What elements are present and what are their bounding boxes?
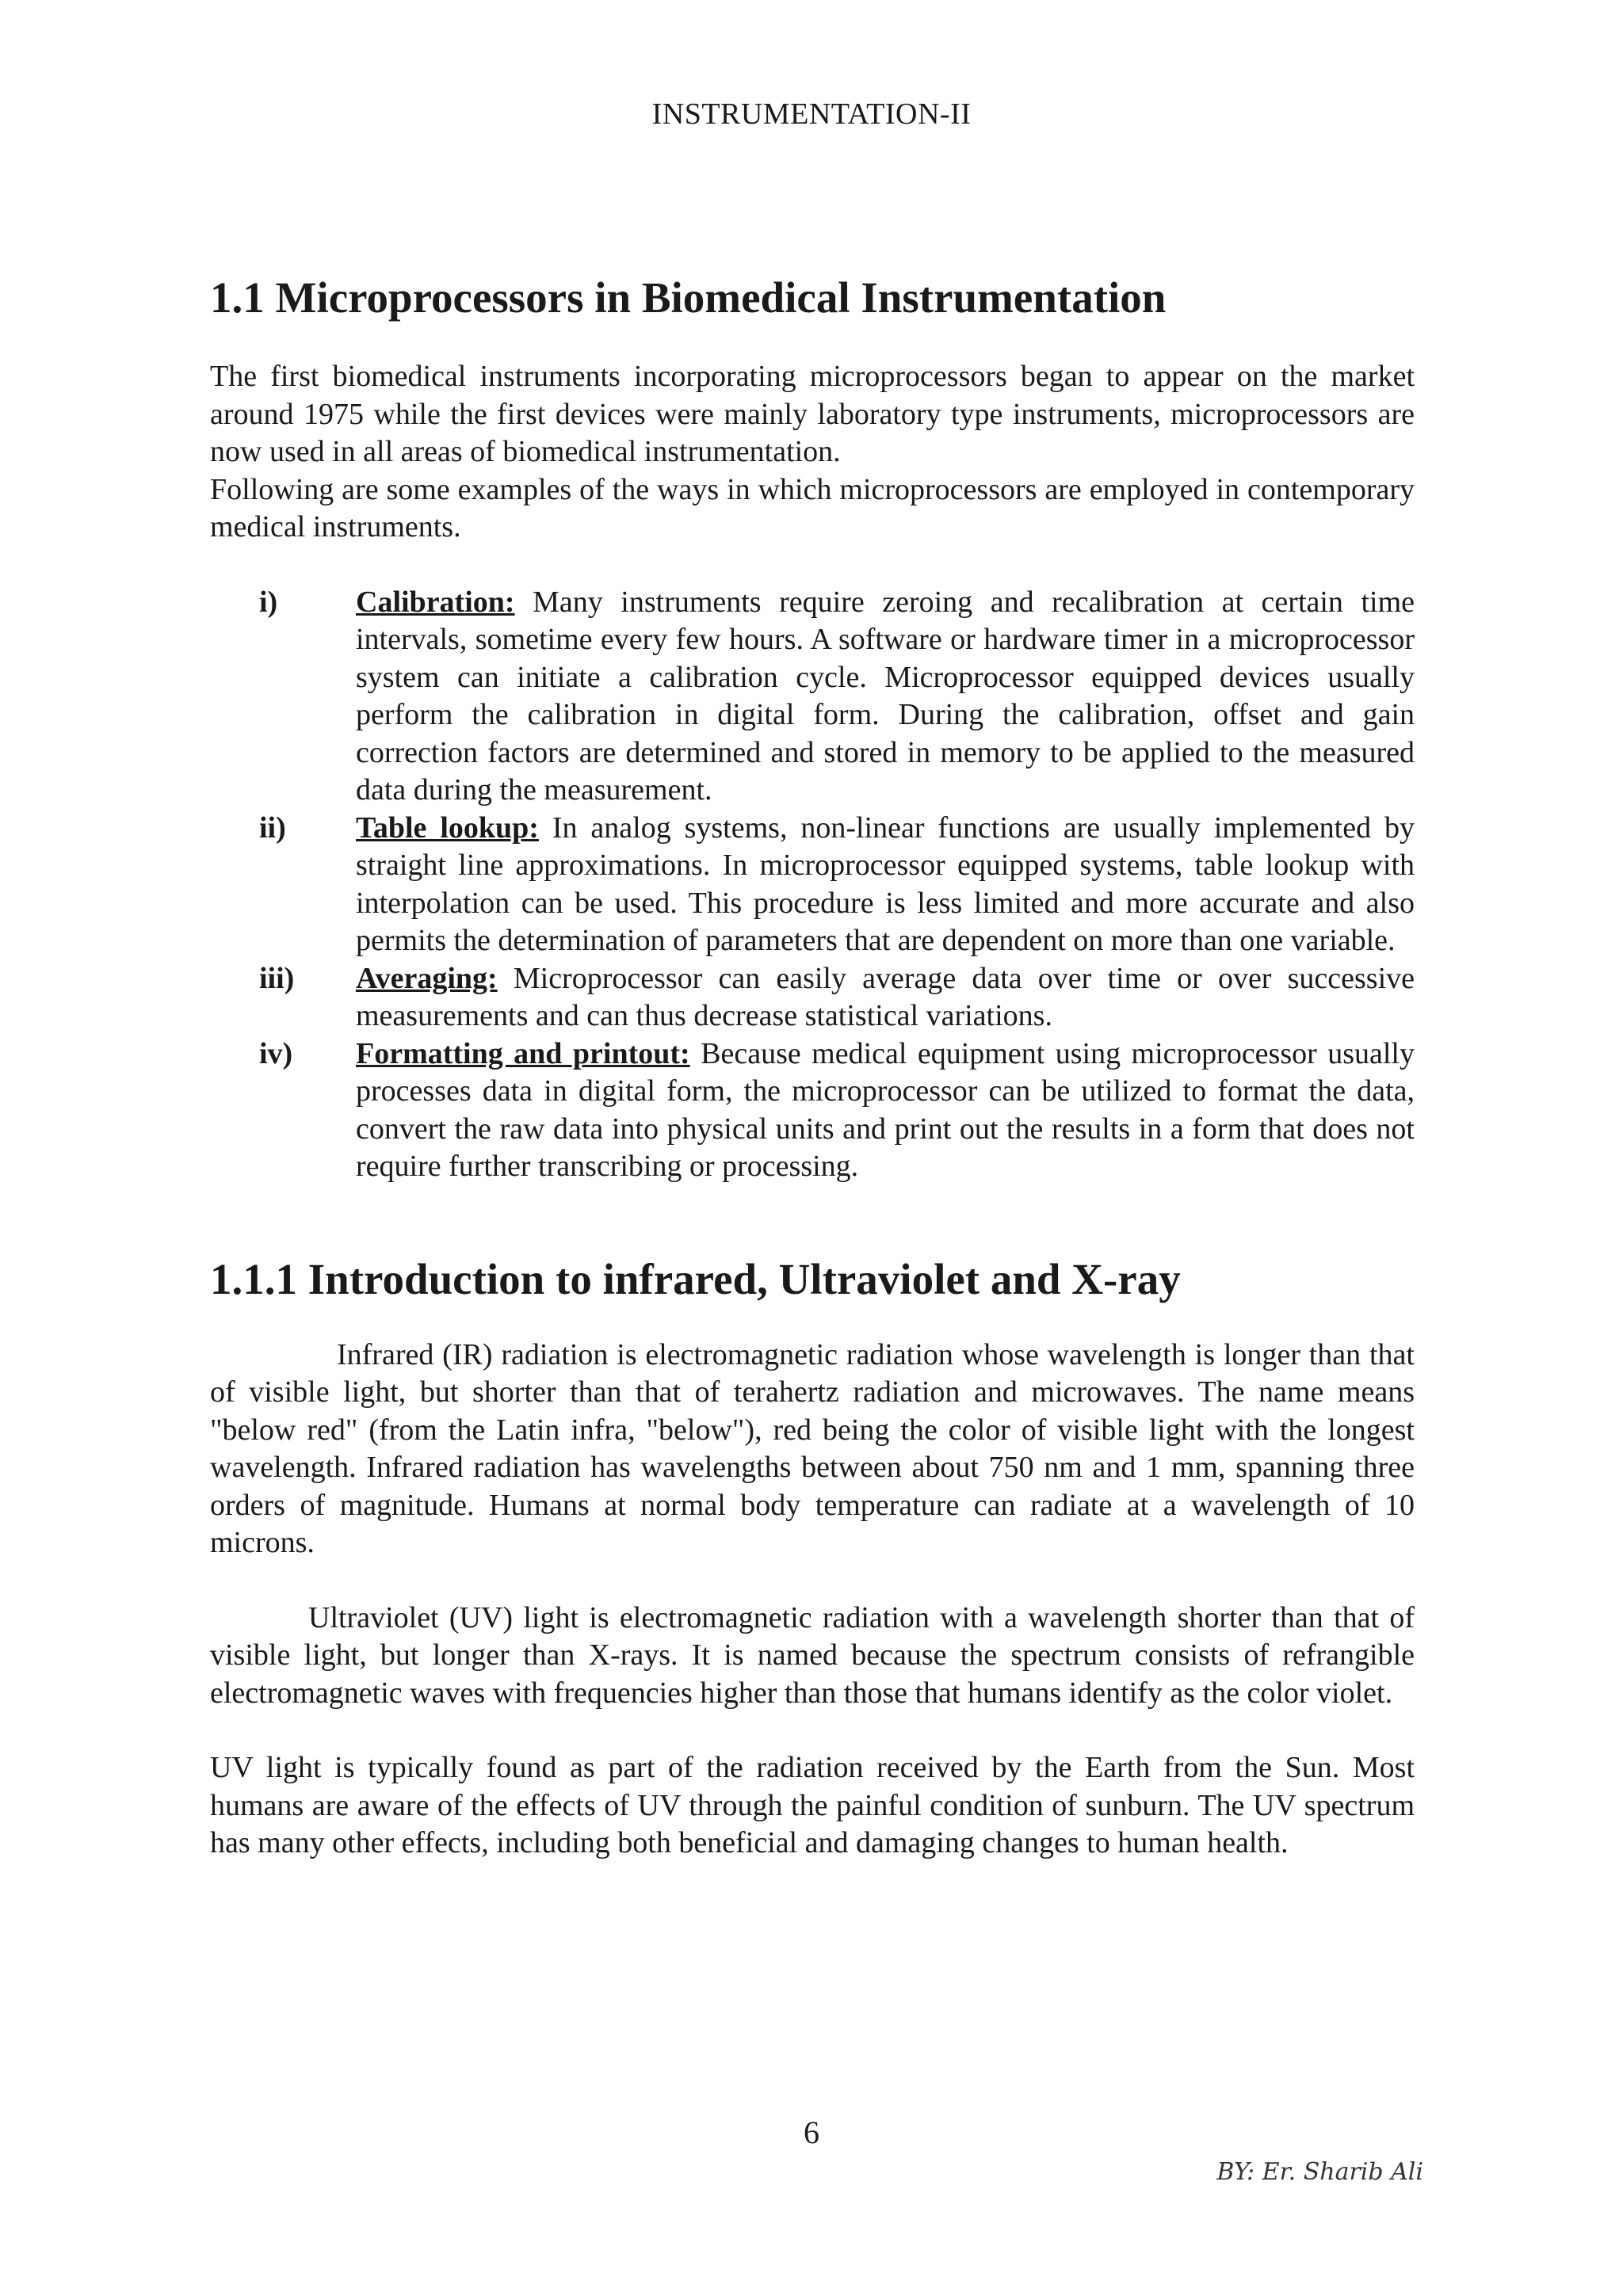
list-item-number: ii) [259,810,286,845]
page-number: 6 [804,2115,819,2150]
author-signature: BY: Er. Sharib Ali [1216,2158,1423,2186]
section-heading: 1.1 Microprocessors in Biomedical Instrumentation [210,273,1167,322]
list-item-description: Because medical equipment using microprocessor usually processes data in digital form, the microprocessor can be utilized to format the data, convert the raw data into physical units and print out the results in a form that does not require further transcribing or processing. [356,1036,1415,1183]
list-item-description: In analog systems, non-linear functions are usually implemented by straight line approximations. In microprocessor equipped systems, table lookup with interpolation can be used. This procedure is less limited and more accurate and also permits the determination of parameters that are dependent on more than one variable. [356,810,1415,957]
paragraph: Infrared (IR) radiation is electromagnetic radiation whose wavelength is longer than that of visible light, but shorter than that of terahertz radiation and microwaves. The name means "below red" (from the Latin infra, "below"), red being the color of visible light with the longest wavelength. Infrared radiation has wavelengths between about 750 nm and 1 mm, spanning three orders of magnitude. Humans at normal body temperature can radiate at a wavelength of 10 microns. [210,1337,1415,1559]
list-item-description: Many instruments require zeroing and recalibration at certain time intervals, sometime every few hours. A software or hardware timer in a microprocessor system can initiate a calibration cycle. Microprocessor equipped devices usually perform the calibration in digital form. During the calibration, offset and gain correction factors are determined and stored in memory to be applied to the measured data during the measurement. [356,585,1415,807]
list-item-text [356,960,1415,1035]
paragraph-spacer [210,1562,1415,1600]
list-item [210,1035,1415,1186]
paragraph-spacer [210,1712,1415,1749]
list-item-term: Averaging: [356,961,498,995]
list-item-text [356,584,1415,810]
list-item-number: iv) [259,1036,293,1070]
list-item-term: Formatting and printout: [356,1036,690,1070]
paragraph: The first biomedical instruments incorporating microprocessors began to appear on the market around 1975 while the first devices were mainly laboratory type instruments, microprocessors are now used in all areas of biomedical instrumentation. [210,360,1415,468]
paragraph: UV light is typically found as part of the radiation received by the Earth from the Sun. Most humans are aware of the effects of UV through the painful condition of sunburn. The UV spectrum has many other effects, including both beneficial and damaging changes to human health. [210,1751,1415,1859]
list-item [210,584,1415,810]
list-item-term: Table lookup: [356,810,539,845]
list-item [210,960,1415,1035]
list-item-description: Microprocessor can easily average data over time or over successive measurements and can thus decrease statistical variations. [356,961,1415,1032]
paragraph: Ultraviolet (UV) light is electromagnetic radiation with a wavelength shorter than that of visible light, but longer than X-rays. It is named because the spectrum consists of refrangible electromagnetic waves with frequencies higher than those that humans identify as the color violet. [210,1600,1415,1710]
paragraph: Following are some examples of the ways in which microprocessors are employed in contemporary medical instruments. [210,472,1415,543]
list-item-number: i) [259,585,278,619]
list-item-number: iii) [259,961,295,995]
list-item [210,810,1415,960]
examples-list [210,584,1415,1186]
list-item-text [356,1035,1415,1186]
list-item-term: Calibration: [356,585,515,619]
list-item-text [356,810,1415,960]
running-header: INSTRUMENTATION-II [651,97,972,131]
subsection-heading: 1.1.1 Introduction to infrared, Ultraviolet and X-ray [210,1254,1181,1303]
page-content [210,269,1415,1863]
